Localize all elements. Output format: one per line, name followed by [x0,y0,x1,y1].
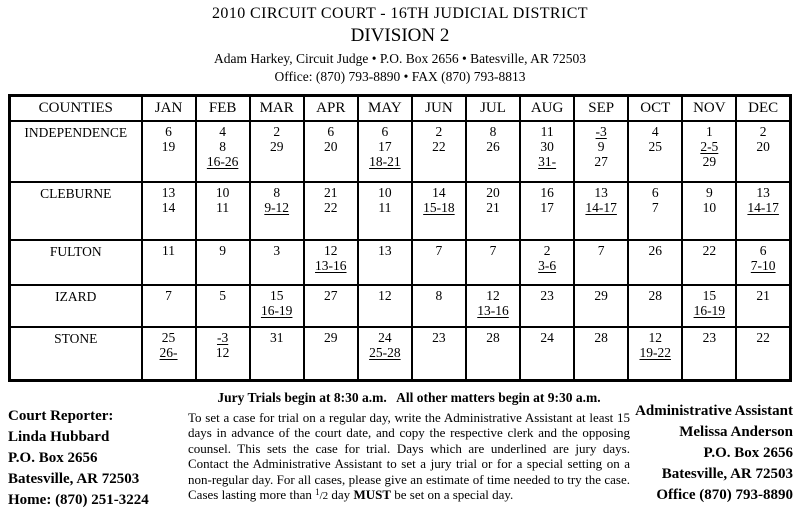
county-row [10,285,791,327]
calendar-cell [196,240,250,285]
court-day-entry: 29 [594,288,608,303]
calendar-cell [736,240,790,285]
court-day-entry: 31 [269,330,284,345]
court-day-entry: 15 [269,288,284,303]
court-day-entry: 6 [759,243,767,258]
calendar-cell [628,240,682,285]
calendar-cell [682,121,736,182]
calendar-cell [574,182,628,240]
month-header: MAY [358,96,412,122]
court-day-entry: 23 [702,330,717,345]
calendar-cell [304,327,358,380]
must-emphasis: MUST [353,487,391,502]
court-day-entry: 29 [702,154,717,169]
footer [0,389,800,511]
month-header: AUG [520,96,574,122]
court-day-entry: 5 [219,288,226,303]
court-day-entry: 4 [219,124,226,139]
court-day-entry: 9 [705,185,713,200]
jury-day-entry: 14-17 [747,200,779,215]
court-day-entry: 12 [324,243,338,258]
court-day-entry: 19 [161,139,176,154]
text-line: Office (870) 793-8890 [656,486,793,503]
text-line: Batesville, AR 72503 [8,470,140,487]
text-line: P.O. Box 2656 [703,444,793,461]
court-day-entry: 7 [597,243,605,258]
court-day-entry: 10 [215,185,230,200]
court-day-entry: 23 [432,330,446,345]
jury-day-entry: 19-22 [639,345,671,360]
court-day-entry: 4 [651,124,659,139]
month-header: JAN [142,96,196,122]
court-day-entry: 11 [162,243,176,258]
jury-day-entry: 31- [538,154,557,169]
court-calendar-table [8,94,792,382]
court-day-entry: 28 [594,330,608,345]
calendar-cell [736,327,790,380]
court-day-entry: 6 [327,124,335,139]
calendar-cell [196,182,250,240]
court-day-entry: 26 [648,243,662,258]
jury-day-entry: -3 [595,124,607,139]
calendar-cell [466,182,520,240]
calendar-cell [142,121,196,182]
calendar-cell [250,182,304,240]
county-row [10,240,791,285]
calendar-cell [574,327,628,380]
court-day-entry: 2 [543,243,551,258]
court-day-entry: 22 [702,243,717,258]
calendar-cell [466,285,520,327]
jury-day-entry: 16-26 [206,154,239,169]
county-name: CLEBURNE [10,182,142,240]
court-day-entry: 25 [161,330,176,345]
division-title: DIVISION 2 [350,25,450,46]
court-day-entry: 11 [540,124,554,139]
court-day-entry: 15 [702,288,717,303]
calendar-cell [142,327,196,380]
calendar-cell [142,182,196,240]
county-name: STONE [10,327,142,380]
instructions-text: To set a case for trial on a regular day, write the Administrative Assistant at least 15 days in advance of the court date, and copy the respective clerk and the opposing counsel. This sets the case for trial. Days which are underlined are jury days. Contact the Administrative Assistant to set a jury trial or for a special setting on a non-regular day. For all cases, please give an estimate of time needed to try the case. Cases lasting more than [188,409,630,502]
calendar-cell [682,327,736,380]
court-day-entry: 27 [324,288,338,303]
calendar-cell [196,121,250,182]
court-day-entry: 26 [486,139,500,154]
calendar-cell [466,327,520,380]
document-header [0,0,800,85]
court-day-entry: 9 [597,139,605,154]
calendar-cell [358,121,412,182]
court-day-entry: 13 [161,185,176,200]
text-line: Melissa Anderson [679,423,793,440]
trial-instructions: To set a case for trial on a regular day, write the Administrative Assistant at least 15 days in advance of the court date, and copy the respective clerk and the opposing counsel. This sets the case for trial. Days which are underlined are jury days. Contact the Administrative Assistant to set a jury trial or for a special setting on a non-regular day. For all cases, please give an estimate of time needed to try the case. Cases lasting more than $^1$/2 day MUST be set on a special day. [188,409,630,502]
calendar-cell [412,327,466,380]
jury-day-entry: 7-10 [750,258,776,273]
court-day-entry: 17 [378,139,392,154]
schedule-note: Jury Trials begin at 8:30 a.m. All other matters begin at 9:30 a.m. [217,389,601,405]
calendar-cell [358,240,412,285]
court-day-entry: 11 [378,200,392,215]
county-row [10,121,791,182]
court-day-entry: 21 [486,200,500,215]
calendar-cell [520,182,574,240]
calendar-cell [466,121,520,182]
court-day-entry: 11 [216,200,230,215]
court-day-entry: 24 [540,330,554,345]
jury-day-entry: 26- [159,345,178,360]
court-day-entry: 20 [324,139,338,154]
calendar-cell [574,121,628,182]
court-day-entry: 7 [435,243,443,258]
calendar-cell [412,240,466,285]
court-day-entry: 20 [486,185,500,200]
jury-day-entry: 16-19 [693,303,726,318]
court-day-entry: 12 [648,330,662,345]
calendar-cell [736,121,790,182]
court-day-entry: 29 [269,139,284,154]
county-row [10,327,791,380]
jury-day-entry: 15-18 [423,200,455,215]
calendar-cell [736,285,790,327]
jury-day-entry: 13-16 [477,303,509,318]
calendar-cell [196,285,250,327]
court-day-entry: 29 [324,330,338,345]
jury-day-entry: 9-12 [264,200,290,215]
court-day-entry: 10 [378,185,392,200]
court-day-entry: 30 [540,139,554,154]
jury-day-entry: 16-19 [260,303,293,318]
court-day-entry: 22 [324,200,338,215]
calendar-cell [682,285,736,327]
court-day-entry: 13 [378,243,392,258]
court-day-entry: 22 [756,330,770,345]
judge-address-line: Adam Harkey, Circuit Judge • P.O. Box 2656 • Batesville, AR 72503 [214,51,586,66]
court-day-entry: 20 [756,139,770,154]
court-day-entry: 3 [273,243,281,258]
calendar-cell [628,121,682,182]
text-line: Batesville, AR 72503 [661,465,793,482]
month-header: SEP [574,96,628,122]
calendar-cell [358,285,412,327]
month-header: NOV [682,96,736,122]
court-day-entry: 16 [540,185,554,200]
calendar-cell [250,285,304,327]
court-day-entry: 12 [215,345,230,360]
court-day-entry: 7 [651,200,659,215]
court-day-entry: 6 [651,185,659,200]
text-line: Home: (870) 251-3224 [8,491,149,508]
counties-header: COUNTIES [10,96,142,122]
jury-day-entry: 3-6 [538,258,557,273]
county-name: INDEPENDENCE [10,121,142,182]
county-name: IZARD [10,285,142,327]
calendar-cell [574,285,628,327]
court-day-entry: 14 [161,200,176,215]
month-header: JUL [466,96,520,122]
admin-assistant-block [630,389,800,511]
month-header: OCT [628,96,682,122]
calendar-cell [358,182,412,240]
month-header: FEB [196,96,250,122]
court-day-entry: 12 [486,288,500,303]
calendar-cell [574,240,628,285]
calendar-cell [304,240,358,285]
jury-day-entry: -3 [216,330,229,345]
court-day-entry: 7 [165,288,172,303]
court-day-entry: 13 [594,185,608,200]
calendar-cell [304,121,358,182]
calendar-cell [682,240,736,285]
page-title: 2010 CIRCUIT COURT - 16TH JUDICIAL DISTRICT [212,5,588,22]
court-day-entry: 8 [489,124,497,139]
court-day-entry: 24 [378,330,392,345]
calendar-cell [628,285,682,327]
text-line: Administrative Assistant [635,402,793,419]
calendar-cell [142,240,196,285]
calendar-cell [304,182,358,240]
office-phone-line: Office: (870) 793-8890 • FAX (870) 793-8813 [274,69,526,84]
month-header: JUN [412,96,466,122]
text-line: Linda Hubbard [8,428,110,445]
calendar-cell [736,182,790,240]
calendar-cell [412,121,466,182]
calendar-cell [142,285,196,327]
court-reporter-block [0,389,188,511]
month-header: DEC [736,96,790,122]
calendar-cell [304,285,358,327]
court-day-entry: 12 [378,288,392,303]
calendar-cell [250,240,304,285]
calendar-cell [520,327,574,380]
court-day-entry: 22 [432,139,446,154]
jury-day-entry: 14-17 [585,200,617,215]
court-day-entry: 28 [486,330,500,345]
calendar-cell [520,285,574,327]
court-day-entry: 2 [435,124,443,139]
calendar-cell [520,121,574,182]
calendar-cell [358,327,412,380]
county-name: FULTON [10,240,142,285]
half-day-fraction: $^1$/2 [315,487,329,502]
court-day-entry: 10 [702,200,717,215]
court-day-entry: 8 [219,139,226,154]
court-day-entry: 9 [219,243,226,258]
months-header-row [10,96,791,122]
court-day-entry: 8 [435,288,443,303]
calendar-cell [412,285,466,327]
court-day-entry: 2 [759,124,767,139]
calendar-cell [250,121,304,182]
court-day-entry: 7 [489,243,497,258]
court-day-entry: 25 [648,139,662,154]
text-line: Court Reporter: [8,407,114,424]
calendar-cell [250,327,304,380]
court-day-entry: 21 [324,185,338,200]
calendar-cell [628,182,682,240]
calendar-cell [466,240,520,285]
court-day-entry: 17 [540,200,554,215]
court-day-entry: 6 [165,124,172,139]
text-line: P.O. Box 2656 [8,449,98,466]
jury-day-entry: 25-28 [369,345,401,360]
jury-day-entry: 13-16 [315,258,347,273]
calendar-cell [520,240,574,285]
court-day-entry: 14 [432,185,446,200]
court-day-entry: 1 [705,124,713,139]
court-day-entry: 23 [540,288,554,303]
court-day-entry: 21 [756,288,770,303]
calendar-cell [196,327,250,380]
calendar-cell [682,182,736,240]
court-day-entry: 27 [594,154,608,169]
jury-day-entry: 18-21 [369,154,401,169]
notes-block [188,389,630,511]
month-header: APR [304,96,358,122]
jury-day-entry: 2-5 [700,139,719,154]
court-day-entry: 13 [756,185,770,200]
calendar-cell [628,327,682,380]
calendar-cell [412,182,466,240]
court-day-entry: 2 [273,124,281,139]
court-day-entry: 28 [648,288,662,303]
court-day-entry: 8 [273,185,281,200]
county-row [10,182,791,240]
month-header: MAR [250,96,304,122]
court-day-entry: 6 [381,124,389,139]
